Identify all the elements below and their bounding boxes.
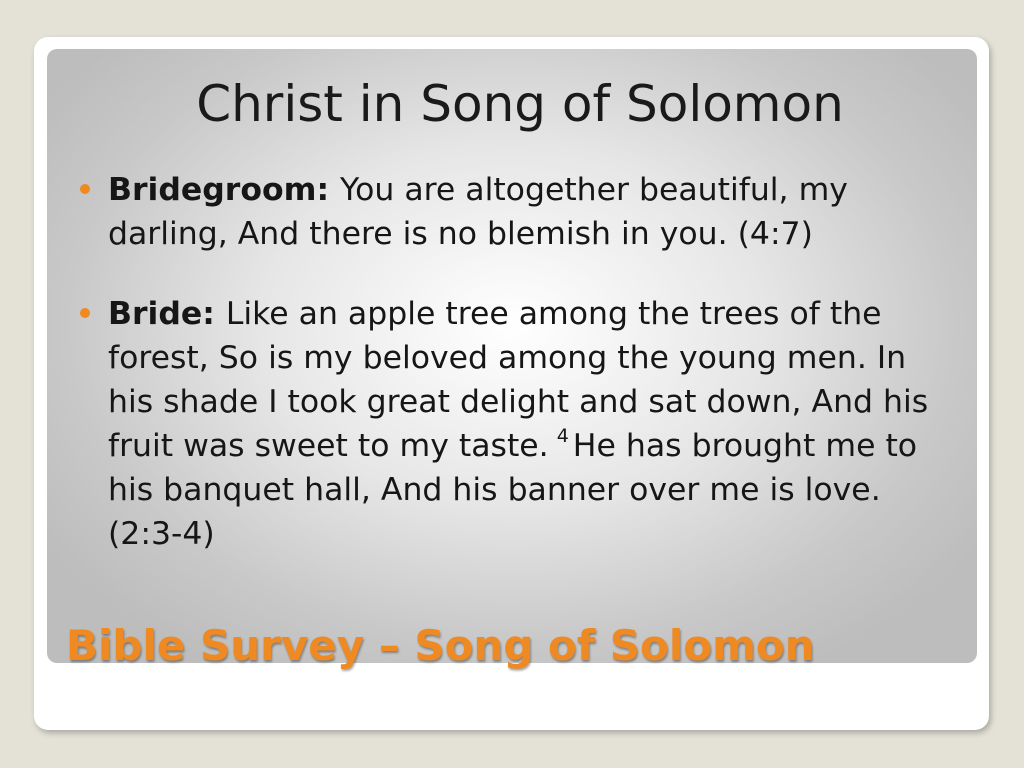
- slide-title: Christ in Song of Solomon: [196, 75, 844, 133]
- speaker-label: Bride:: [108, 296, 226, 332]
- verse-number: 4: [556, 425, 569, 447]
- bullet-text-continued: He has brought me to his banquet hall, And his banner over me is love. (2:3-4): [108, 428, 918, 552]
- bullet-text: You are altogether beautiful, my darling, And there is no blemish in you. (4:7): [108, 172, 848, 252]
- bullet-bride: [80, 292, 960, 556]
- bullet-dot-icon: [80, 308, 90, 318]
- speaker-label: Bridegroom:: [108, 172, 341, 208]
- bullet-text: Like an apple tree among the trees of the forest, So is my beloved among the young men. In his shade I took great delight and sat down, And his fruit was sweet to my taste.: [108, 296, 929, 464]
- slide-footer: Bible Survey – Song of Solomon: [66, 621, 815, 670]
- bullet-bridegroom: [80, 168, 960, 256]
- bullet-dot-icon: [80, 184, 90, 194]
- bullet-list: [80, 168, 960, 556]
